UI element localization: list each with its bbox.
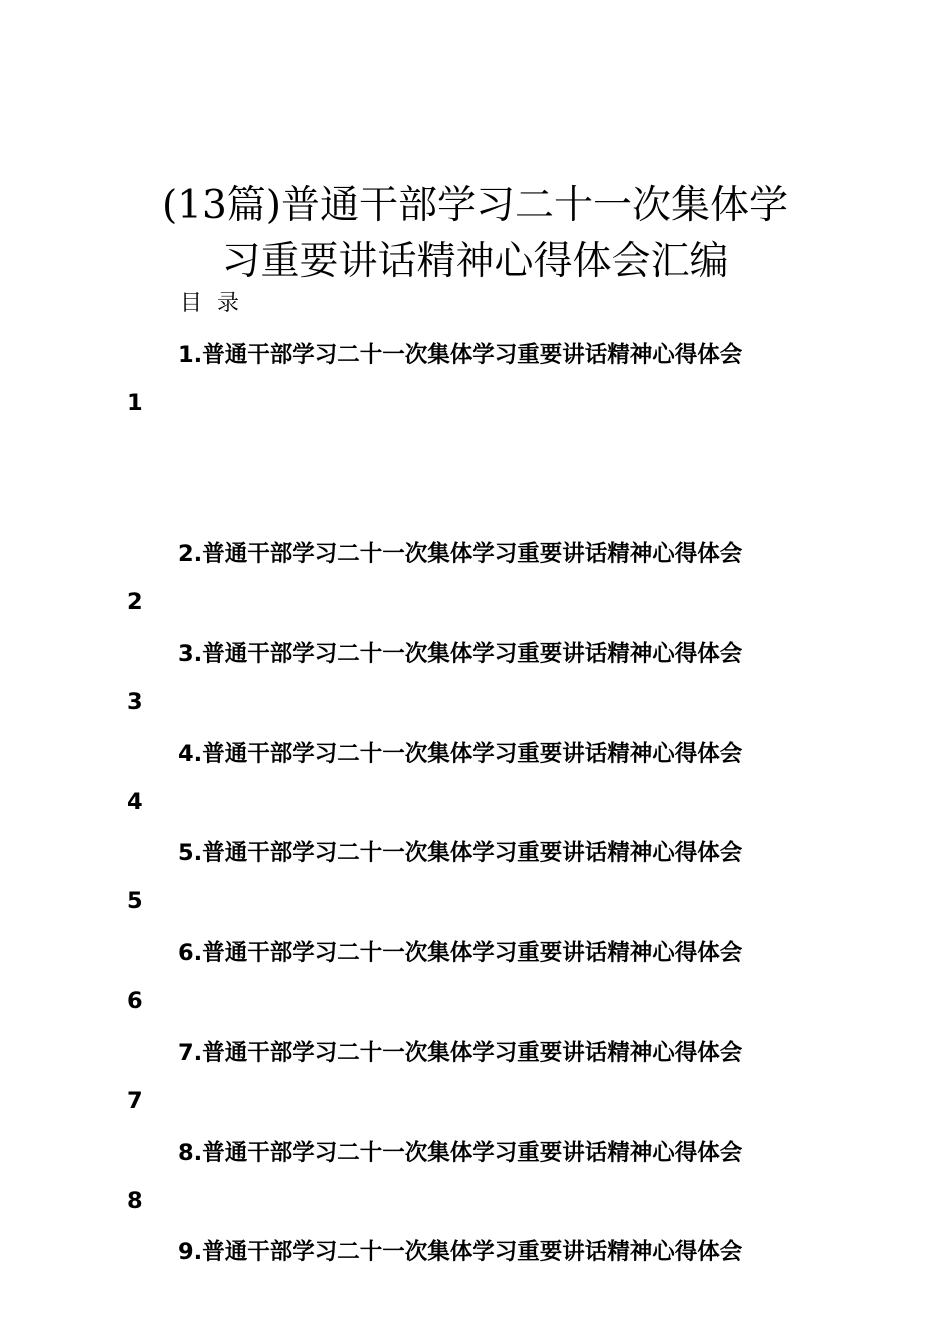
toc-entry-text: 5.普通干部学习二十一次集体学习重要讲话精神心得体会 <box>178 840 743 867</box>
toc-entry-7[interactable] <box>127 1034 847 1134</box>
toc-entry-text: 2.普通干部学习二十一次集体学习重要讲话精神心得体会 <box>178 541 743 568</box>
toc-entry-page-number: 1 <box>127 390 143 416</box>
document-title <box>100 178 850 290</box>
toc-entry-text: 3.普通干部学习二十一次集体学习重要讲话精神心得体会 <box>178 641 743 668</box>
document-title-line-1: (13篇)普通干部学习二十一次集体学 <box>161 183 789 228</box>
toc-entry-5[interactable] <box>127 834 847 934</box>
toc-entry-text: 7.普通干部学习二十一次集体学习重要讲话精神心得体会 <box>178 1039 743 1066</box>
toc-entry-text: 8.普通干部学习二十一次集体学习重要讲话精神心得体会 <box>178 1139 743 1166</box>
toc-entry-page-number: 6 <box>127 988 143 1015</box>
toc-entry-text: 1.普通干部学习二十一次集体学习重要讲话精神心得体会 <box>178 342 743 368</box>
toc-entry-page-number: 5 <box>127 888 143 915</box>
toc-entry-page-number: 3 <box>127 689 143 716</box>
toc-entry-page-number: 8 <box>127 1187 143 1214</box>
toc-entry-6[interactable] <box>127 934 847 1034</box>
toc-entry-2[interactable] <box>127 535 847 635</box>
toc-entry-page-number: 7 <box>127 1087 143 1114</box>
toc-heading: 目 录 <box>180 291 243 316</box>
toc-entry-page-number: 4 <box>127 788 143 815</box>
toc-entry-page-number: 2 <box>127 589 143 616</box>
table-of-contents <box>127 336 847 1333</box>
toc-entry-text: 9.普通干部学习二十一次集体学习重要讲话精神心得体会 <box>178 1239 743 1266</box>
toc-entry-9[interactable] <box>127 1233 847 1333</box>
toc-entry-3[interactable] <box>127 635 847 735</box>
toc-entry-text: 4.普通干部学习二十一次集体学习重要讲话精神心得体会 <box>178 740 743 767</box>
toc-entry-4[interactable] <box>127 735 847 835</box>
document-title-line-2: 习重要讲话精神心得体会汇编 <box>221 239 729 284</box>
toc-entry-text: 6.普通干部学习二十一次集体学习重要讲话精神心得体会 <box>178 940 743 967</box>
toc-entry-1[interactable] <box>127 336 847 535</box>
toc-entry-8[interactable] <box>127 1134 847 1234</box>
